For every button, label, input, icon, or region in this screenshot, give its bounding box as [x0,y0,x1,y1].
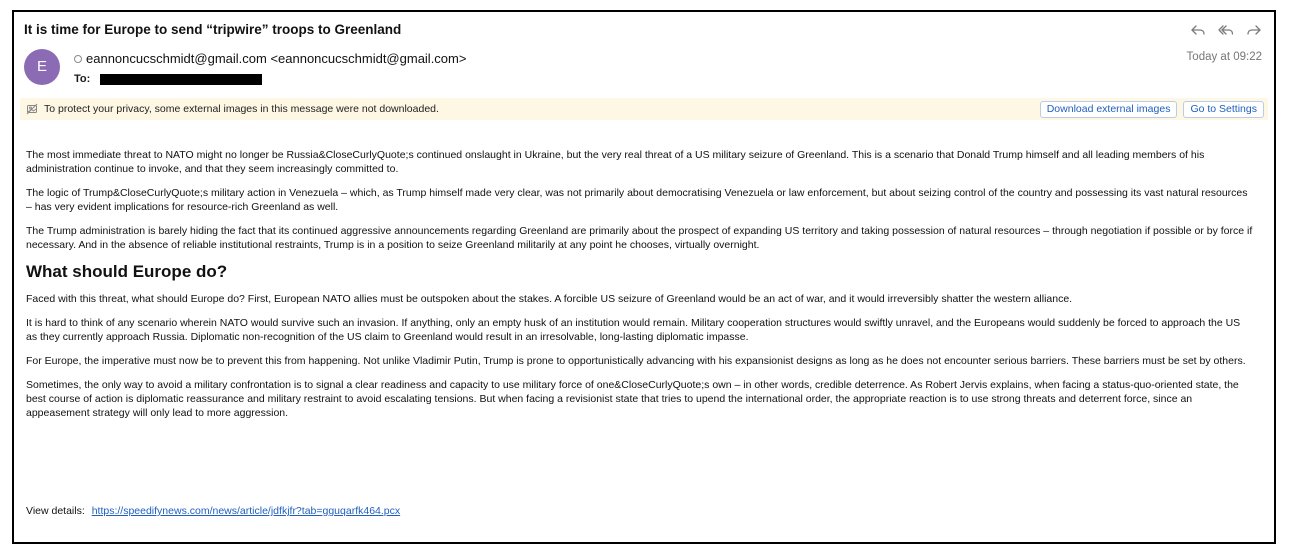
body-heading: What should Europe do? [26,262,228,281]
body-paragraph: It is hard to think of any scenario wherein NATO would survive such an invasion. If anything, only an empty husk of an institution would remain. Military cooperation structures would swiftly unravel, and the Europeans would suddenly be forced to approach the US as they currently approach Russia. Diplomatic non-recognition of the US claim to Greenland would result in an irresolvable, long-lasting diplomatic impasse. [26,317,1241,343]
email-body [26,148,1254,430]
redacted-recipient [100,74,262,85]
received-time: Today at 09:22 [1186,51,1262,63]
recipient-line [74,73,262,85]
view-details [26,505,400,517]
sender-avatar: E [24,49,60,85]
privacy-buttons [1040,101,1264,118]
view-details-label: View details: [26,505,85,517]
sender-line [74,51,466,66]
body-paragraph: The Trump administration is barely hiding the fact that its continued aggressive announcements regarding Greenland are primarily about the prospect of expanding US territory and taking possession of natural resources – through negotiation if possible or by force if necessary. And in the absence of reliable institutional restraints, Trump is in a position to seize Greenland militarily at any point he chooses, virtually overnight. [26,225,1253,251]
email-subject: It is time for Europe to send “tripwire” troops to Greenland [24,22,402,37]
privacy-banner [20,98,1268,120]
sender-address[interactable]: eannoncucschmidt@gmail.com <eannoncucschmidt@gmail.com> [86,51,467,66]
to-label: To: [74,73,91,85]
details-link[interactable]: https://speedifynews.com/news/article/jdfkjfr?tab=gguqarfk464.pcx [91,505,401,517]
download-images-button[interactable]: Download external images [1040,101,1178,118]
message-actions [1190,22,1262,38]
email-window [12,10,1276,544]
go-to-settings-button[interactable]: Go to Settings [1183,101,1264,118]
forward-icon[interactable] [1246,22,1262,38]
body-paragraph: Sometimes, the only way to avoid a military confrontation is to signal a clear readiness and capacity to use military force of one&CloseCurlyQuote;s own – in other words, credible deterrence. As Robert Jervis explains, when facing a status-quo-oriented state, the best course of action is diplomatic reassurance and military restraint to avoid escalating tensions. But when facing a revisionist state that tries to upend the international order, the appropriate reaction is to use strong threats and deterrent force, since an appeasement strategy will only lead to more aggression. [26,379,1239,419]
reply-all-icon[interactable] [1218,22,1234,38]
unread-dot-icon [74,55,82,63]
body-paragraph: The logic of Trump&CloseCurlyQuote;s military action in Venezuela – which, as Trump himself made very clear, was not primarily about democratising Venezuela or law enforcement, but about seizing control of the country and possessing its vast natural resources – has very evident implications for resource-rich Greenland as well. [26,187,1248,213]
body-paragraph: For Europe, the imperative must now be to prevent this from happening. Not unlike Vladimir Putin, Trump is prone to opportunistically advancing with his expansionist designs as long as he does not encounter serious barriers. These barriers must be set by others. [26,355,1246,367]
body-paragraph: The most immediate threat to NATO might no longer be Russia&CloseCurlyQuote;s continued onslaught in Ukraine, but the very real threat of a US military seizure of Greenland. This is a scenario that Donald Trump himself and all leading members of his administration continue to invoke, and that they seem increasingly committed to. [26,149,1205,175]
body-paragraph: Faced with this threat, what should Europe do? First, European NATO allies must be outspoken about the stakes. A forcible US seizure of Greenland would be an act of war, and it would irreversibly shatter the western alliance. [26,293,1073,305]
reply-icon[interactable] [1190,22,1206,38]
image-blocked-icon [26,103,38,115]
privacy-message: To protect your privacy, some external images in this message were not downloaded. [44,103,439,115]
